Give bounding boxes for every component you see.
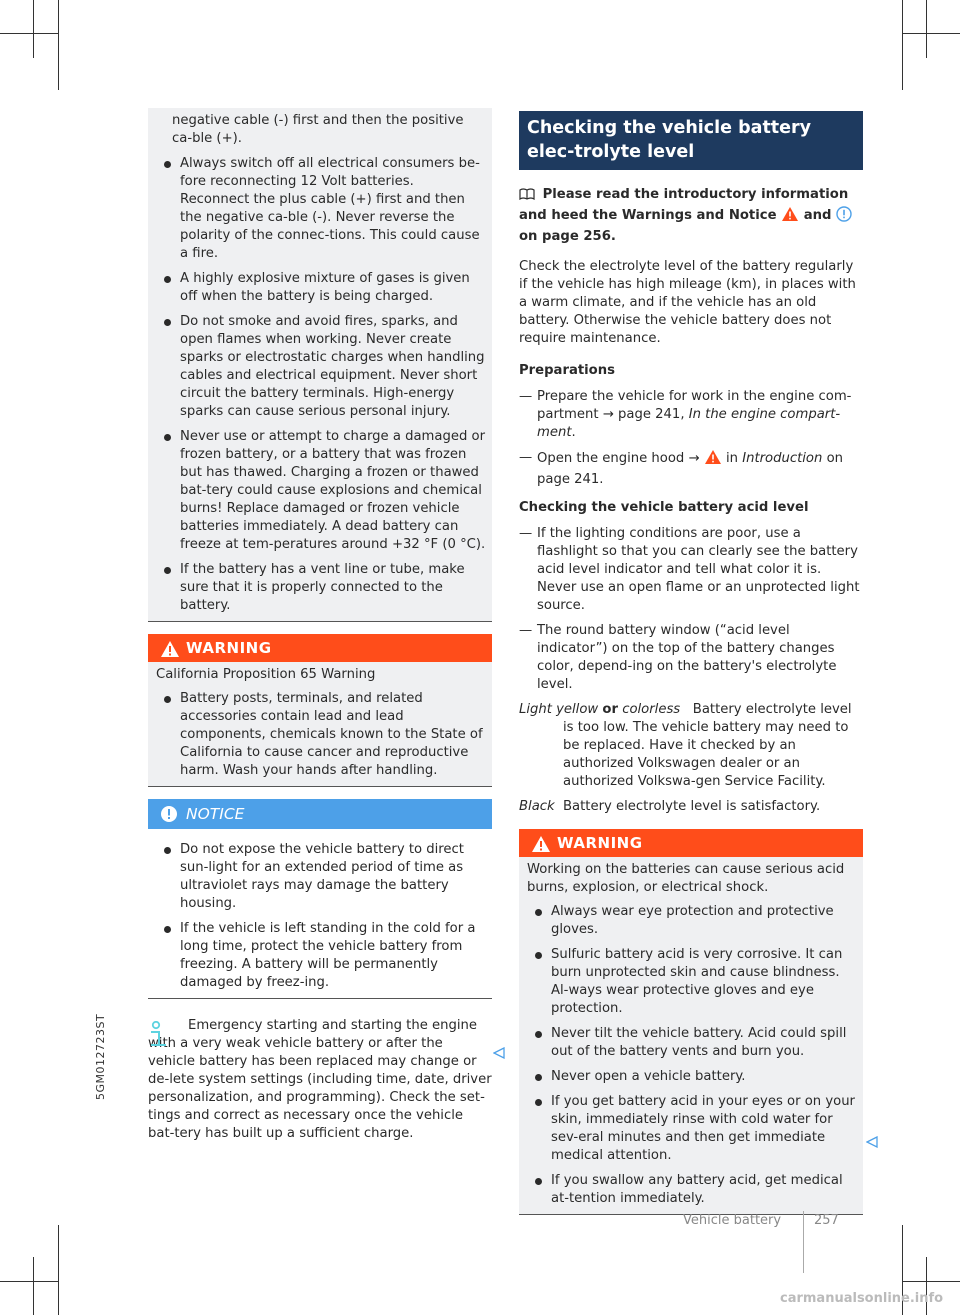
warning-triangle-icon: [781, 206, 799, 228]
link-title[interactable]: Introduction: [742, 451, 823, 466]
footer-divider: [803, 1211, 804, 1273]
definition-item: Black Battery electrolyte level is satisfactory.: [519, 799, 821, 814]
prop65-warning-box: [148, 634, 492, 787]
warning-continuation-box: [148, 108, 492, 622]
list-item: Do not expose the vehicle battery to direct sun-light for an extended period of time as ultraviolet rays may damage the battery housing.: [156, 841, 486, 913]
crop-mark: [33, 1257, 34, 1315]
list-item: Never tilt the vehicle battery. Acid could spill out of the battery vents and burn you.: [527, 1025, 857, 1061]
list-item: Always switch off all electrical consumers be-fore reconnecting 12 Volt batteries. Reconnect the plus cable (+) first and then the negative ca-ble (-). Never reverse the polarity of the connec-tions. This could cause a fire.: [156, 155, 486, 263]
warning-intro: Working on the batteries can cause serious acid burns, explosion, or electrical shock.: [527, 862, 845, 895]
list-item: Sulfuric battery acid is very corrosive. It can burn unprotected skin and cause blindness. Al-ways wear protective gloves and eye protection.: [527, 946, 857, 1018]
crop-mark: [0, 33, 58, 34]
watermark: carmanualsonline.info: [780, 1291, 944, 1306]
footer-section: Vehicle battery: [683, 1213, 782, 1228]
note-text: Emergency starting and starting the engine with a very weak vehicle battery or after the vehicle battery has been replaced may change or de-lete system settings (including time, date, driver personalization, and programming). Check the set-tings and correct as necessary once the vehicle bat-tery has built up a sufficient charge.: [148, 1018, 492, 1141]
list-item: Always wear eye protection and protective gloves.: [527, 903, 857, 939]
crop-mark: [926, 0, 927, 58]
list-item: If you get battery acid in your eyes or on your skin, immediately rinse with cold water for sev-eral minutes and then get immediate medical attention.: [527, 1093, 857, 1165]
warning-title: WARNING: [557, 834, 643, 852]
book-icon: [519, 188, 535, 206]
intro-reference: Please read the introductory information and heed the Warnings and Notice and on page 256.: [519, 186, 863, 246]
list-item: A highly explosive mixture of gases is given off when the battery is being charged.: [156, 270, 486, 306]
notice-box: [148, 799, 492, 999]
warning-header: [148, 634, 492, 662]
notice-title: NOTICE: [186, 805, 245, 823]
link-title[interactable]: In the engine compart-ment: [537, 407, 841, 440]
preparations-heading: Preparations: [519, 363, 615, 378]
crop-mark: [902, 0, 903, 90]
document-code: 5GM012723ST: [94, 1013, 107, 1100]
crop-mark: [58, 1225, 59, 1315]
crop-mark: [33, 0, 34, 58]
list-item: If you swallow any battery acid, get medical at-tention immediately.: [527, 1172, 857, 1208]
list-item: If the battery has a vent line or tube, make sure that it is properly connected to the battery.: [156, 561, 486, 615]
crop-mark: [902, 33, 960, 34]
list-item: — The round battery window (“acid level indicator”) on the top of the battery changes color, depend-ing on the battery's electrolyte level.: [519, 622, 863, 694]
check-heading: Checking the vehicle battery acid level: [519, 500, 809, 515]
notice-circle-icon: [836, 206, 852, 228]
continuation-text: negative cable (-) first and then the positive ca-ble (+).: [172, 113, 464, 146]
list-item: — Open the engine hood → in Introduction on page 241.: [519, 449, 863, 489]
left-column: [148, 108, 492, 1143]
acid-warning-box: [519, 829, 863, 1215]
end-of-section-icon: [493, 1047, 505, 1065]
crop-mark: [0, 1281, 58, 1282]
list-item: Never use or attempt to charge a damaged or frozen battery, or a battery that was frozen but has thawed. Charging a frozen or thawed bat-tery could cause explosions and chemical burns! Replace damaged or frozen vehicle batteries immediately. A dead battery can freeze at tem-peratures around +32 °F (0 °C).: [156, 428, 486, 554]
warning-triangle-icon: [531, 835, 551, 857]
warning-header: [519, 829, 863, 857]
warning-triangle-icon: [160, 640, 180, 662]
page-link[interactable]: page 241,: [618, 407, 685, 422]
page-number: 257: [814, 1213, 839, 1228]
list-item: Battery posts, terminals, and related accessories contain lead and lead components, chemicals known to the State of California to cause cancer and reproductive harm. Wash your hands after handling.: [156, 690, 486, 780]
list-item: If the vehicle is left standing in the cold for a long time, protect the vehicle battery from freezing. A battery will be permanently damaged by freez-ing.: [156, 920, 486, 992]
warning-title: WARNING: [186, 639, 272, 657]
exclamation-circle-icon: [160, 805, 178, 827]
info-note: [148, 1017, 492, 1143]
section-title: Checking the vehicle battery elec-trolyte level: [519, 111, 863, 170]
list-item: Do not smoke and avoid fires, sparks, and open flames when working. Never create sparks or electrostatic charges when handling cables and electrical equipment. Never short circuit the battery terminals. High-energy sparks can cause serious personal injury.: [156, 313, 486, 421]
page-link[interactable]: on page 241.: [537, 451, 843, 487]
list-item: — Prepare the vehicle for work in the engine com-partment → page 241, In the engine compart-ment.: [519, 388, 863, 442]
warning-triangle-icon: [704, 449, 722, 471]
body-paragraph: Check the electrolyte level of the battery regularly if the vehicle has high mileage (km), in places with a warm climate, and if the vehicle has an old battery. Otherwise the vehicle battery does not require maintenance.: [519, 259, 856, 346]
list-item: — If the lighting conditions are poor, use a flashlight so that you can clearly see the battery acid level indicator and tell what color it is. Never use an open flame or an unprotected light source.: [519, 525, 863, 615]
info-icon: [148, 1021, 170, 1055]
notice-header: [148, 799, 492, 829]
arrow-icon: →: [602, 407, 614, 422]
right-column: [519, 111, 863, 1215]
warning-intro: California Proposition 65 Warning: [156, 667, 376, 682]
arrow-icon: →: [688, 451, 700, 466]
crop-mark: [58, 0, 59, 90]
definition-item: Light yellow or colorless Battery electrolyte level is too low. The vehicle battery may need to be replaced. Have it checked by an authorized Volkswagen dealer or an authorized Volkswa-gen Service Facility.: [519, 702, 852, 789]
end-of-section-icon: [866, 1136, 878, 1154]
list-item: Never open a vehicle battery.: [527, 1068, 857, 1086]
crop-mark: [902, 1281, 960, 1282]
